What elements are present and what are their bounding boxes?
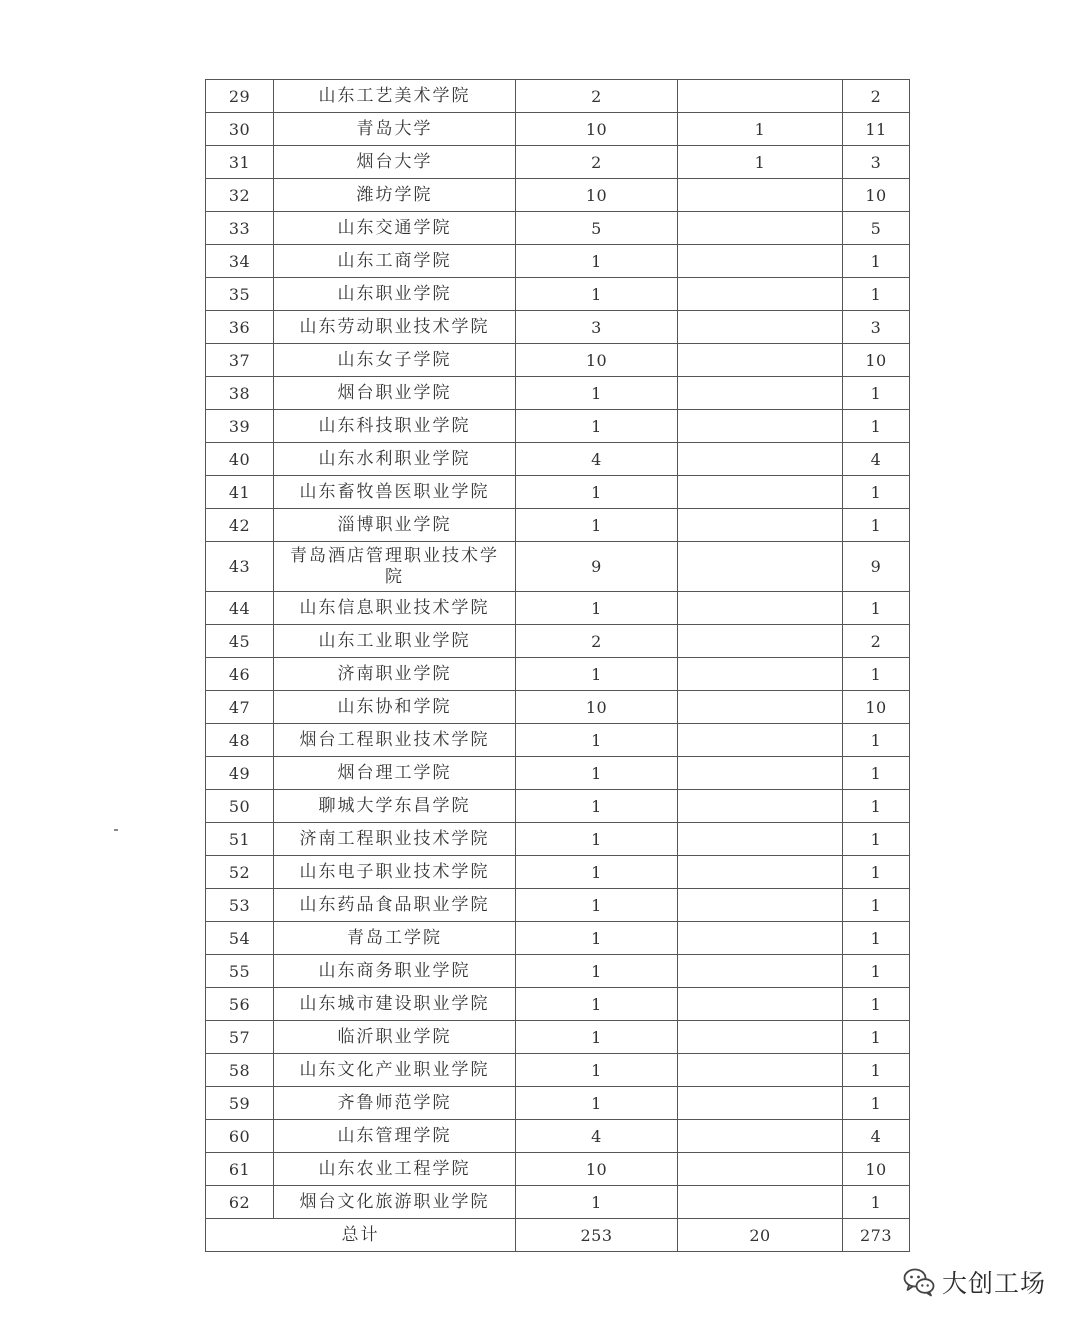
table-row bbox=[206, 179, 910, 212]
cell-institution: 青岛大学 bbox=[274, 113, 516, 146]
cell-institution: 山东职业学院 bbox=[274, 278, 516, 311]
cell-count-a: 10 bbox=[516, 344, 678, 377]
cell-count-b bbox=[678, 823, 843, 856]
cell-count-a: 1 bbox=[516, 724, 678, 757]
cell-index: 38 bbox=[206, 377, 274, 410]
cell-institution: 山东文化产业职业学院 bbox=[274, 1054, 516, 1087]
cell-total: 1 bbox=[843, 922, 910, 955]
table-row bbox=[206, 1153, 910, 1186]
cell-index: 45 bbox=[206, 625, 274, 658]
cell-index: 37 bbox=[206, 344, 274, 377]
cell-index: 49 bbox=[206, 757, 274, 790]
cell-institution: 山东工艺美术学院 bbox=[274, 80, 516, 113]
cell-count-a: 9 bbox=[516, 542, 678, 592]
table-row bbox=[206, 476, 910, 509]
cell-count-b bbox=[678, 1153, 843, 1186]
cell-count-a: 3 bbox=[516, 311, 678, 344]
cell-index: 40 bbox=[206, 443, 274, 476]
cell-total: 1 bbox=[843, 856, 910, 889]
cell-institution: 烟台大学 bbox=[274, 146, 516, 179]
cell-count-a: 1 bbox=[516, 1087, 678, 1120]
cell-total: 10 bbox=[843, 179, 910, 212]
cell-index: 48 bbox=[206, 724, 274, 757]
cell-count-b bbox=[678, 856, 843, 889]
cell-institution: 山东信息职业技术学院 bbox=[274, 592, 516, 625]
cell-institution: 山东交通学院 bbox=[274, 212, 516, 245]
table-body bbox=[206, 80, 910, 1252]
cell-count-a: 1 bbox=[516, 955, 678, 988]
cell-index: 46 bbox=[206, 658, 274, 691]
cell-total: 5 bbox=[843, 212, 910, 245]
cell-index: 58 bbox=[206, 1054, 274, 1087]
cell-index: 34 bbox=[206, 245, 274, 278]
cell-total: 4 bbox=[843, 443, 910, 476]
cell-institution: 淄博职业学院 bbox=[274, 509, 516, 542]
cell-total: 1 bbox=[843, 410, 910, 443]
cell-institution: 山东协和学院 bbox=[274, 691, 516, 724]
cell-institution: 山东城市建设职业学院 bbox=[274, 988, 516, 1021]
cell-count-a: 1 bbox=[516, 790, 678, 823]
cell-count-a: 2 bbox=[516, 80, 678, 113]
cell-count-a: 2 bbox=[516, 625, 678, 658]
cell-count-a: 1 bbox=[516, 476, 678, 509]
cell-count-a: 1 bbox=[516, 856, 678, 889]
cell-institution: 烟台工程职业技术学院 bbox=[274, 724, 516, 757]
cell-institution: 青岛工学院 bbox=[274, 922, 516, 955]
cell-institution: 济南职业学院 bbox=[274, 658, 516, 691]
cell-institution: 济南工程职业技术学院 bbox=[274, 823, 516, 856]
scan-speck bbox=[114, 829, 118, 831]
table-row bbox=[206, 80, 910, 113]
cell-count-b bbox=[678, 1054, 843, 1087]
cell-count-a: 1 bbox=[516, 278, 678, 311]
table-row bbox=[206, 724, 910, 757]
cell-count-b bbox=[678, 757, 843, 790]
cell-count-a: 1 bbox=[516, 377, 678, 410]
cell-count-a: 4 bbox=[516, 443, 678, 476]
table-row bbox=[206, 922, 910, 955]
table-row bbox=[206, 212, 910, 245]
table-row bbox=[206, 823, 910, 856]
cell-count-b bbox=[678, 278, 843, 311]
cell-count-b bbox=[678, 443, 843, 476]
cell-count-a: 1 bbox=[516, 1021, 678, 1054]
cell-index: 50 bbox=[206, 790, 274, 823]
table-row bbox=[206, 1087, 910, 1120]
table-row bbox=[206, 658, 910, 691]
cell-count-b bbox=[678, 922, 843, 955]
cell-institution: 山东女子学院 bbox=[274, 344, 516, 377]
cell-total: 1 bbox=[843, 278, 910, 311]
cell-index: 61 bbox=[206, 1153, 274, 1186]
cell-institution: 山东科技职业学院 bbox=[274, 410, 516, 443]
cell-index: 57 bbox=[206, 1021, 274, 1054]
table-row bbox=[206, 344, 910, 377]
cell-index: 32 bbox=[206, 179, 274, 212]
table-row bbox=[206, 443, 910, 476]
table-row bbox=[206, 790, 910, 823]
cell-count-a: 10 bbox=[516, 691, 678, 724]
cell-index: 43 bbox=[206, 542, 274, 592]
cell-total: 11 bbox=[843, 113, 910, 146]
cell-count-a: 10 bbox=[516, 113, 678, 146]
table-row bbox=[206, 410, 910, 443]
cell-count-b bbox=[678, 1186, 843, 1219]
cell-index: 53 bbox=[206, 889, 274, 922]
cell-total: 3 bbox=[843, 311, 910, 344]
cell-institution: 山东劳动职业技术学院 bbox=[274, 311, 516, 344]
cell-total: 1 bbox=[843, 1087, 910, 1120]
cell-count-b bbox=[678, 1087, 843, 1120]
total-count-b: 20 bbox=[678, 1219, 843, 1252]
cell-index: 55 bbox=[206, 955, 274, 988]
cell-index: 59 bbox=[206, 1087, 274, 1120]
table-row bbox=[206, 988, 910, 1021]
cell-count-a: 1 bbox=[516, 988, 678, 1021]
cell-count-b bbox=[678, 212, 843, 245]
cell-index: 51 bbox=[206, 823, 274, 856]
table-row bbox=[206, 113, 910, 146]
cell-institution: 山东工商学院 bbox=[274, 245, 516, 278]
table-row bbox=[206, 245, 910, 278]
cell-count-a: 1 bbox=[516, 245, 678, 278]
cell-total: 3 bbox=[843, 146, 910, 179]
cell-count-b bbox=[678, 377, 843, 410]
table-row bbox=[206, 1054, 910, 1087]
cell-total: 1 bbox=[843, 724, 910, 757]
cell-institution: 山东药品食品职业学院 bbox=[274, 889, 516, 922]
watermark bbox=[902, 1262, 1046, 1302]
cell-count-b bbox=[678, 344, 843, 377]
watermark-text: 大创工场 bbox=[942, 1269, 1047, 1298]
cell-total: 1 bbox=[843, 988, 910, 1021]
grand-total: 273 bbox=[843, 1219, 910, 1252]
cell-institution: 烟台文化旅游职业学院 bbox=[274, 1186, 516, 1219]
cell-institution: 青岛酒店管理职业技术学院 bbox=[274, 542, 516, 592]
cell-index: 62 bbox=[206, 1186, 274, 1219]
table-row bbox=[206, 889, 910, 922]
cell-count-b bbox=[678, 1120, 843, 1153]
cell-count-b: 1 bbox=[678, 146, 843, 179]
cell-count-b bbox=[678, 1021, 843, 1054]
cell-count-b bbox=[678, 592, 843, 625]
cell-count-b bbox=[678, 245, 843, 278]
cell-count-b bbox=[678, 80, 843, 113]
cell-index: 52 bbox=[206, 856, 274, 889]
cell-count-b bbox=[678, 889, 843, 922]
cell-count-a: 1 bbox=[516, 889, 678, 922]
cell-total: 1 bbox=[843, 790, 910, 823]
cell-institution: 山东工业职业学院 bbox=[274, 625, 516, 658]
cell-institution: 山东管理学院 bbox=[274, 1120, 516, 1153]
cell-total: 4 bbox=[843, 1120, 910, 1153]
cell-total: 1 bbox=[843, 1186, 910, 1219]
cell-count-b bbox=[678, 988, 843, 1021]
cell-index: 36 bbox=[206, 311, 274, 344]
cell-index: 35 bbox=[206, 278, 274, 311]
cell-index: 42 bbox=[206, 509, 274, 542]
cell-count-a: 1 bbox=[516, 823, 678, 856]
cell-count-b bbox=[678, 509, 843, 542]
cell-index: 33 bbox=[206, 212, 274, 245]
cell-count-a: 1 bbox=[516, 592, 678, 625]
cell-total: 1 bbox=[843, 476, 910, 509]
cell-institution: 齐鲁师范学院 bbox=[274, 1087, 516, 1120]
cell-count-b bbox=[678, 790, 843, 823]
table-row bbox=[206, 757, 910, 790]
cell-count-b bbox=[678, 476, 843, 509]
cell-total: 1 bbox=[843, 889, 910, 922]
cell-institution: 山东农业工程学院 bbox=[274, 1153, 516, 1186]
table-total-row bbox=[206, 1219, 910, 1252]
table-row bbox=[206, 278, 910, 311]
cell-total: 1 bbox=[843, 377, 910, 410]
cell-institution: 山东畜牧兽医职业学院 bbox=[274, 476, 516, 509]
allocation-table bbox=[205, 79, 910, 1252]
cell-count-a: 5 bbox=[516, 212, 678, 245]
cell-total: 1 bbox=[843, 592, 910, 625]
cell-count-a: 1 bbox=[516, 509, 678, 542]
cell-total: 10 bbox=[843, 344, 910, 377]
table-row bbox=[206, 1021, 910, 1054]
cell-index: 29 bbox=[206, 80, 274, 113]
cell-total: 10 bbox=[843, 691, 910, 724]
cell-index: 47 bbox=[206, 691, 274, 724]
cell-count-a: 1 bbox=[516, 658, 678, 691]
table-row bbox=[206, 311, 910, 344]
cell-institution: 山东商务职业学院 bbox=[274, 955, 516, 988]
cell-count-a: 10 bbox=[516, 179, 678, 212]
cell-total: 1 bbox=[843, 823, 910, 856]
table-row bbox=[206, 691, 910, 724]
total-label: 总计 bbox=[206, 1219, 516, 1252]
cell-total: 1 bbox=[843, 245, 910, 278]
cell-count-a: 1 bbox=[516, 1186, 678, 1219]
cell-count-b bbox=[678, 955, 843, 988]
cell-institution: 临沂职业学院 bbox=[274, 1021, 516, 1054]
cell-count-b bbox=[678, 311, 843, 344]
cell-count-a: 1 bbox=[516, 922, 678, 955]
table-row bbox=[206, 856, 910, 889]
cell-institution: 潍坊学院 bbox=[274, 179, 516, 212]
cell-total: 2 bbox=[843, 625, 910, 658]
cell-total: 10 bbox=[843, 1153, 910, 1186]
cell-count-a: 1 bbox=[516, 757, 678, 790]
cell-index: 41 bbox=[206, 476, 274, 509]
table-row bbox=[206, 955, 910, 988]
table-row bbox=[206, 1120, 910, 1153]
cell-count-b bbox=[678, 179, 843, 212]
table-row bbox=[206, 625, 910, 658]
cell-count-a: 1 bbox=[516, 1054, 678, 1087]
wechat-icon bbox=[902, 1265, 936, 1299]
cell-index: 39 bbox=[206, 410, 274, 443]
cell-institution: 聊城大学东昌学院 bbox=[274, 790, 516, 823]
total-count-a: 253 bbox=[516, 1219, 678, 1252]
cell-total: 1 bbox=[843, 509, 910, 542]
cell-count-a: 10 bbox=[516, 1153, 678, 1186]
cell-institution: 山东水利职业学院 bbox=[274, 443, 516, 476]
cell-total: 2 bbox=[843, 80, 910, 113]
cell-index: 54 bbox=[206, 922, 274, 955]
cell-count-b bbox=[678, 724, 843, 757]
table-row bbox=[206, 1186, 910, 1219]
cell-count-a: 4 bbox=[516, 1120, 678, 1153]
cell-institution: 烟台理工学院 bbox=[274, 757, 516, 790]
cell-count-b bbox=[678, 410, 843, 443]
cell-count-b bbox=[678, 542, 843, 592]
table-row bbox=[206, 592, 910, 625]
cell-count-b: 1 bbox=[678, 113, 843, 146]
cell-count-b bbox=[678, 691, 843, 724]
cell-total: 1 bbox=[843, 658, 910, 691]
table-row bbox=[206, 542, 910, 592]
cell-total: 1 bbox=[843, 757, 910, 790]
cell-total: 1 bbox=[843, 1054, 910, 1087]
table-row bbox=[206, 377, 910, 410]
table-row bbox=[206, 146, 910, 179]
cell-count-a: 1 bbox=[516, 410, 678, 443]
cell-index: 44 bbox=[206, 592, 274, 625]
cell-count-b bbox=[678, 658, 843, 691]
table-row bbox=[206, 509, 910, 542]
cell-total: 1 bbox=[843, 955, 910, 988]
cell-index: 56 bbox=[206, 988, 274, 1021]
cell-index: 31 bbox=[206, 146, 274, 179]
cell-index: 30 bbox=[206, 113, 274, 146]
cell-total: 1 bbox=[843, 1021, 910, 1054]
cell-count-b bbox=[678, 625, 843, 658]
cell-count-a: 2 bbox=[516, 146, 678, 179]
cell-total: 9 bbox=[843, 542, 910, 592]
cell-index: 60 bbox=[206, 1120, 274, 1153]
cell-institution: 山东电子职业技术学院 bbox=[274, 856, 516, 889]
cell-institution: 烟台职业学院 bbox=[274, 377, 516, 410]
